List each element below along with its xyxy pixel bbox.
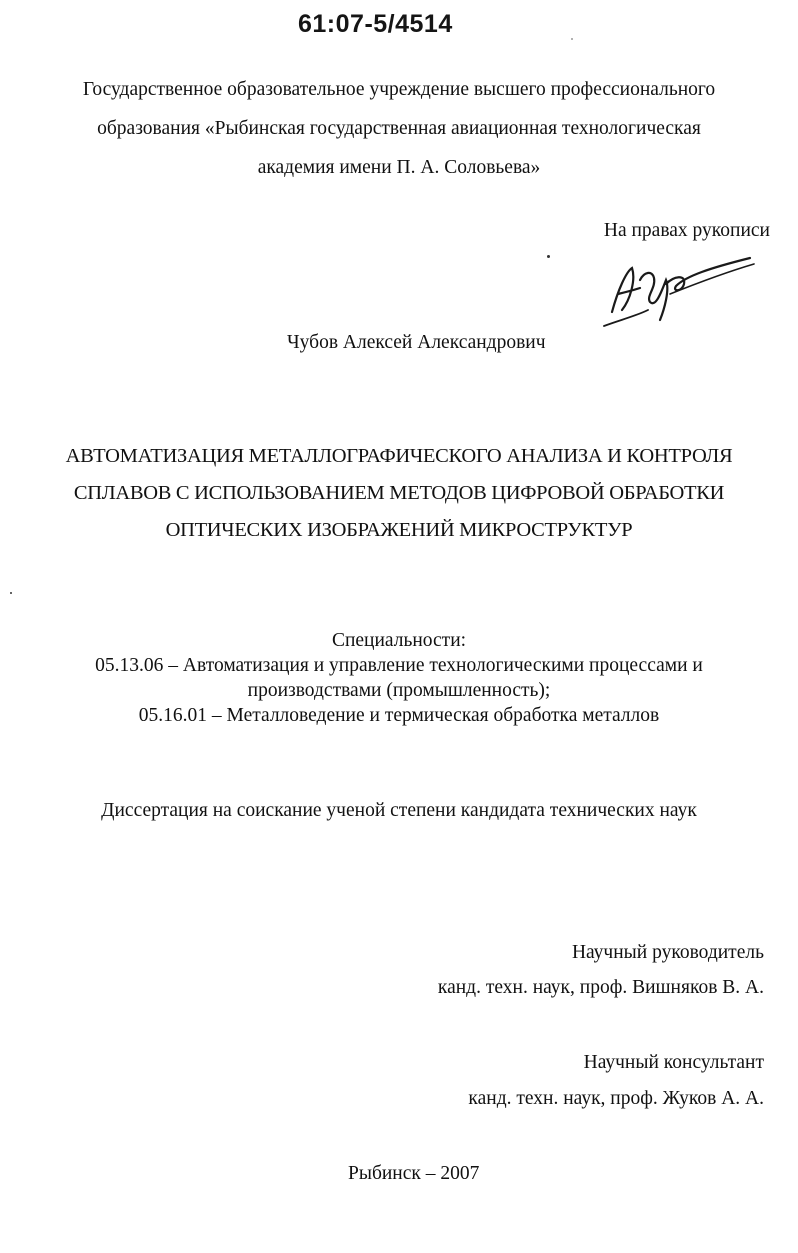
title-line: СПЛАВОВ С ИСПОЛЬЗОВАНИЕМ МЕТОДОВ ЦИФРОВОЙ ОБРАБОТКИ — [73, 482, 725, 504]
institution-name — [0, 70, 798, 187]
supervisor-role: Научный руководитель — [571, 942, 764, 963]
specialties-heading: Специальности: — [331, 630, 467, 651]
city-year: Рыбинск – 2007 — [348, 1163, 480, 1184]
scan-speck — [571, 38, 573, 40]
scan-speck — [547, 255, 550, 258]
author-name: Чубов Алексей Александрович — [287, 332, 546, 353]
specialty-line: 05.16.01 – Металловедение и термическая обработка металлов — [138, 705, 660, 726]
consultant-role: Научный консультант — [583, 1052, 764, 1073]
manuscript-rights-note: На правах рукописи — [603, 220, 770, 241]
consultant-name: канд. техн. наук, проф. Жуков А. А. — [468, 1088, 764, 1109]
specialty-line: 05.13.06 – Автоматизация и управление технологическими процессами и — [95, 655, 703, 676]
degree-statement: Диссертация на соискание ученой степени кандидата технических наук — [101, 800, 697, 821]
institution-line: Государственное образовательное учреждение высшего профессионального — [82, 79, 716, 100]
supervisor-name: канд. техн. наук, проф. Вишняков В. А. — [437, 977, 764, 998]
handwritten-signature — [600, 250, 760, 330]
institution-line: образования «Рыбинская государственная авиационная технологическая — [97, 118, 701, 139]
institution-line: академия имени П. А. Соловьева» — [257, 157, 541, 178]
title-line: АВТОМАТИЗАЦИЯ МЕТАЛЛОГРАФИЧЕСКОГО АНАЛИЗА И КОНТРОЛЯ — [65, 445, 733, 467]
specialties-block — [0, 628, 798, 728]
scan-speck — [10, 592, 12, 594]
specialty-line: производствами (промышленность); — [247, 680, 551, 701]
title-line: ОПТИЧЕСКИХ ИЗОБРАЖЕНИЙ МИКРОСТРУКТУР — [165, 519, 633, 541]
archive-stamp-number: 61:07-5/4514 — [298, 10, 453, 38]
dissertation-title — [0, 438, 798, 549]
